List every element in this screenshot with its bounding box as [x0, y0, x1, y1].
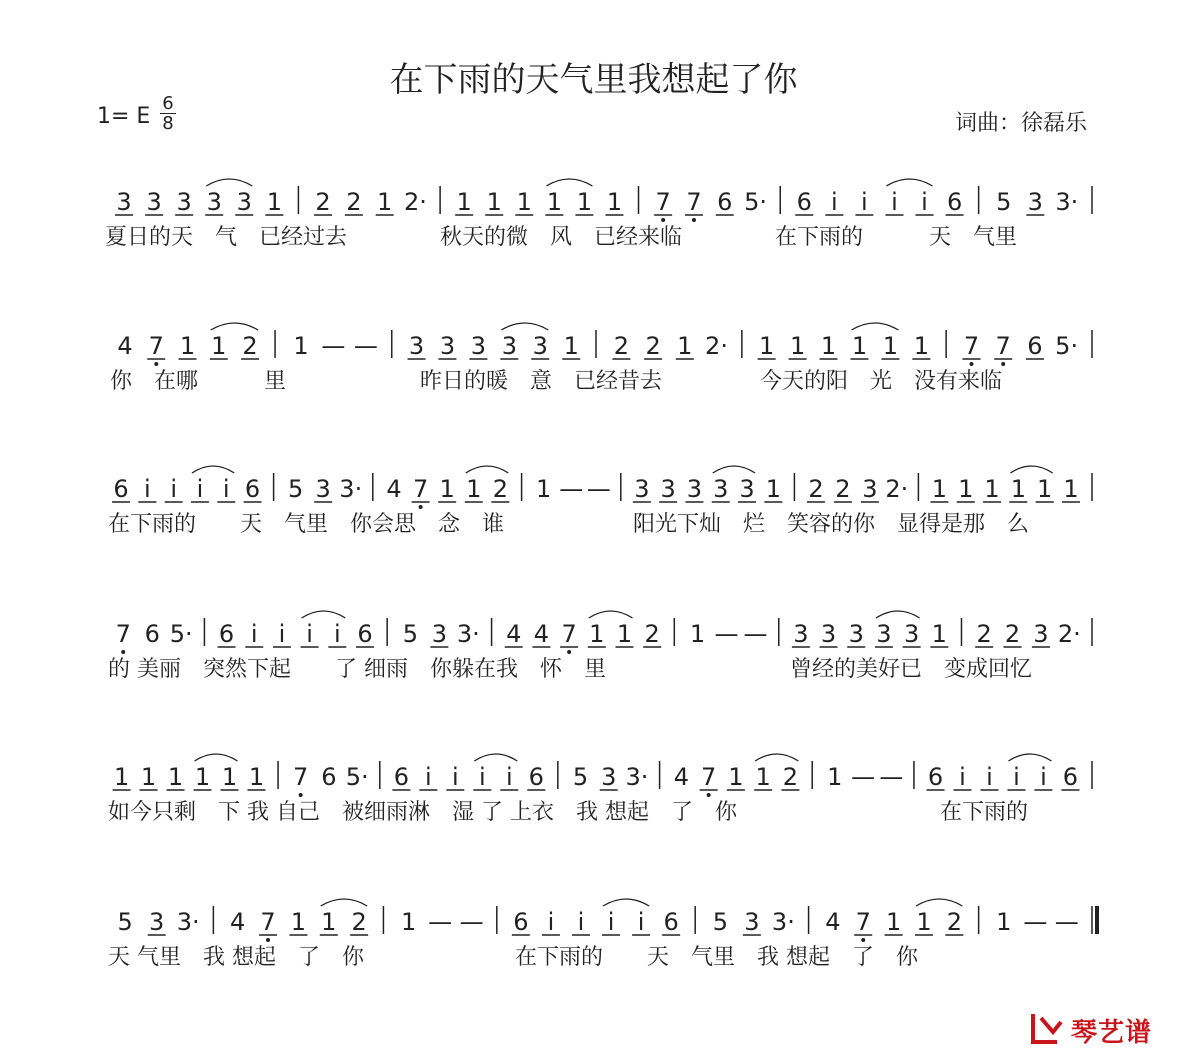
slur-arc — [916, 899, 962, 906]
note: 1 — [167, 763, 184, 791]
note: 3 — [439, 332, 456, 360]
note: 5 — [117, 908, 133, 936]
note: 2 — [492, 475, 508, 503]
note: 3 — [903, 620, 920, 648]
note: 4 — [673, 763, 690, 791]
note: 3· — [456, 620, 480, 648]
note: 3 — [793, 620, 809, 648]
note: 6 — [321, 763, 337, 791]
note: 5· — [1055, 332, 1079, 360]
note: — — [851, 763, 876, 791]
lyric-line: 天 气里 我 想起 了 你 — [108, 945, 364, 970]
note: 1 — [536, 475, 552, 503]
note: i — [607, 908, 615, 936]
note: 6 — [144, 620, 160, 648]
note: 3 — [149, 908, 165, 936]
note: i — [986, 763, 993, 791]
note: 1 — [1063, 475, 1079, 503]
note: 3 — [470, 332, 487, 360]
note: — — [428, 908, 453, 936]
note: i — [222, 475, 230, 503]
note: 3 — [876, 620, 892, 648]
note: 2 — [351, 908, 367, 936]
logo-text: 琴艺谱 — [1071, 1018, 1153, 1048]
lyric-line: 在下雨的 天 气里 你会思 念 谁 — [108, 512, 505, 537]
note: 6 — [393, 763, 410, 791]
note: 6 — [927, 763, 944, 791]
note: 1 — [456, 188, 472, 216]
note: 4 — [533, 620, 550, 648]
note: — — [586, 475, 611, 503]
note: 1 — [885, 908, 902, 936]
notation-row — [0, 600, 1187, 660]
note: 2 — [835, 475, 851, 503]
note: 3 — [408, 332, 425, 360]
note: i — [333, 620, 341, 648]
note: 3· — [339, 475, 363, 503]
note: i — [170, 475, 177, 503]
note: 3 — [176, 188, 192, 216]
note: 1 — [516, 188, 532, 216]
note: 3 — [501, 332, 517, 360]
note: 1 — [916, 908, 932, 936]
note: 1 — [563, 332, 579, 360]
note: 3 — [315, 475, 331, 503]
score-system — [0, 600, 1187, 720]
note: 2· — [885, 475, 909, 503]
note: 4 — [386, 475, 402, 503]
note: 1 — [321, 908, 337, 936]
note: 3 — [116, 188, 132, 216]
note: 3 — [634, 475, 650, 503]
note: 7 — [995, 332, 1011, 360]
slur-arc — [755, 754, 798, 761]
score-system — [0, 455, 1187, 575]
slur-arc — [713, 466, 755, 473]
note: 6 — [663, 908, 679, 936]
slur-arc — [546, 179, 592, 186]
note: 5 — [572, 763, 589, 791]
note: i — [425, 763, 432, 791]
note: i — [547, 908, 555, 936]
low-octave-dot — [692, 218, 696, 222]
note: 1 — [589, 620, 605, 648]
note: 3· — [1055, 188, 1079, 216]
lyric-line: 今天的阳 光 没有来临 — [760, 369, 1003, 394]
notation-row — [0, 455, 1187, 515]
note: 5 — [402, 620, 419, 648]
note: 1 — [546, 188, 562, 216]
note: 1 — [996, 908, 1012, 936]
note: 1 — [789, 332, 806, 360]
note: 5· — [744, 188, 768, 216]
note: 6 — [357, 620, 373, 648]
note: 6 — [717, 188, 733, 216]
lyric-line: 如今只剩 下 我 自己 被细雨淋 湿 了 上衣 我 想起 了 你 — [108, 800, 737, 825]
note: 1 — [765, 475, 781, 503]
note: 1 — [827, 763, 843, 791]
note: 1 — [194, 763, 211, 791]
note: 4 — [506, 620, 522, 648]
note: 1 — [576, 188, 593, 216]
slur-arc — [1010, 466, 1052, 473]
note: 1 — [266, 188, 282, 216]
slur-arc — [211, 323, 258, 330]
note: 4 — [230, 908, 246, 936]
notation-row — [0, 312, 1187, 372]
note: 3 — [532, 332, 548, 360]
note: 7 — [963, 332, 980, 360]
slur-arc — [466, 466, 509, 473]
note: 1 — [293, 332, 309, 360]
note: 2· — [404, 188, 427, 216]
slur-arc — [192, 466, 234, 473]
note: 7 — [855, 908, 871, 936]
note: i — [278, 620, 286, 648]
lyric-line: 你 在哪 里 — [110, 369, 287, 394]
note: — — [743, 620, 768, 648]
note: 4 — [825, 908, 841, 936]
note: 1 — [758, 332, 775, 360]
score-system — [0, 168, 1187, 288]
note: 2 — [1004, 620, 1021, 648]
note: 3 — [431, 620, 448, 648]
note: 1 — [486, 188, 502, 216]
note: 6 — [244, 475, 261, 503]
lyric-line: 在下雨的 天 气里 — [775, 225, 1018, 250]
slur-arc — [603, 899, 649, 906]
note: — — [879, 763, 904, 791]
note: 1 — [755, 763, 771, 791]
note: 2· — [705, 332, 728, 360]
composer-credit: 词曲：徐磊乐 — [954, 111, 1087, 136]
slur-arc — [302, 611, 346, 618]
note: 7 — [701, 763, 717, 791]
note: 1 — [113, 763, 130, 791]
note: 6 — [513, 908, 529, 936]
lyric-line: 夏日的天 气 已经过去 — [105, 225, 348, 250]
slur-arc — [1008, 754, 1051, 761]
note: — — [559, 475, 584, 503]
note: 3 — [236, 188, 252, 216]
note: 2 — [808, 475, 824, 503]
note: 1 — [248, 763, 265, 791]
note: i — [196, 475, 204, 503]
note: i — [861, 188, 868, 216]
note: i — [959, 763, 966, 791]
note: 6 — [796, 188, 812, 216]
note: — — [321, 332, 346, 360]
note: 1 — [221, 763, 238, 791]
note: 1 — [290, 908, 307, 936]
note: 7 — [561, 620, 577, 648]
note: i — [505, 763, 513, 791]
slur-arc — [195, 754, 238, 761]
note: 7 — [260, 908, 276, 936]
note: i — [306, 620, 313, 648]
note: 2 — [644, 620, 660, 648]
note: 1 — [851, 332, 868, 360]
note: 3 — [744, 908, 760, 936]
note: i — [1013, 763, 1020, 791]
score-system — [0, 888, 1187, 1008]
note: 1 — [616, 620, 633, 648]
note: 1 — [820, 332, 837, 360]
lyric-line: 昨日的暖 意 已经昔去 — [420, 369, 663, 394]
note: 1 — [913, 332, 930, 360]
lyric-line: 在下雨的 天 气里 我 想起 了 你 — [515, 945, 918, 970]
note: 7 — [412, 475, 429, 503]
site-logo — [1027, 1010, 1167, 1046]
note: i — [577, 908, 585, 936]
note: 2 — [782, 763, 799, 791]
key-signature: 1= E — [97, 104, 151, 129]
slur-arc — [321, 899, 367, 906]
note: 7 — [115, 620, 131, 648]
note: 3· — [176, 908, 200, 936]
note: 5 — [996, 188, 1012, 216]
note: 3 — [1027, 188, 1043, 216]
notation-row — [0, 888, 1187, 948]
logo-mark-icon — [1027, 1010, 1067, 1046]
notation-row — [0, 743, 1187, 803]
note: 3 — [848, 620, 864, 648]
note: 6 — [218, 620, 235, 648]
note: 3 — [820, 620, 837, 648]
note: 6 — [528, 763, 544, 791]
note: 1 — [931, 475, 948, 503]
note: 1 — [439, 475, 455, 503]
slur-arc — [501, 323, 548, 330]
note: i — [921, 188, 928, 216]
note: 3 — [713, 475, 729, 503]
note: — — [353, 332, 378, 360]
note: 2 — [613, 332, 630, 360]
note: 1 — [958, 475, 974, 503]
note: 1 — [984, 475, 1000, 503]
note: — — [1054, 908, 1079, 936]
note: 7 — [148, 332, 164, 360]
note: 1 — [1010, 475, 1026, 503]
lyric-line: 秋天的微 风 已经来临 — [440, 225, 683, 250]
note: 6 — [113, 475, 129, 503]
note: 1 — [400, 908, 417, 936]
note: 2 — [946, 908, 962, 936]
note: 7 — [293, 763, 309, 791]
note: 5· — [345, 763, 369, 791]
note: 5 — [288, 475, 304, 503]
slur-arc — [851, 323, 898, 330]
time-signature — [160, 94, 176, 133]
note: 4 — [117, 332, 133, 360]
note: 2 — [315, 188, 331, 216]
note: i — [478, 763, 486, 791]
note: 1 — [211, 332, 227, 360]
lyric-line: 在下雨的 — [940, 800, 1029, 825]
note: — — [459, 908, 484, 936]
note: — — [714, 620, 739, 648]
note: 6 — [1027, 332, 1043, 360]
score-system — [0, 312, 1187, 432]
lyric-line: 阳光下灿 烂 笑容的你 显得是那 么 — [633, 512, 1030, 537]
note: 1 — [689, 620, 706, 648]
note: 1 — [606, 188, 623, 216]
note: 3 — [601, 763, 617, 791]
note: 6 — [946, 188, 963, 216]
slur-arc — [886, 179, 932, 186]
note: 1 — [140, 763, 157, 791]
note: 1 — [377, 188, 393, 216]
note: 1 — [931, 620, 947, 648]
notation-row — [0, 168, 1187, 228]
note: 1 — [466, 475, 482, 503]
note: 3 — [739, 475, 755, 503]
note: i — [637, 908, 645, 936]
note: 2 — [645, 332, 661, 360]
slur-arc — [474, 754, 517, 761]
score-system — [0, 743, 1187, 863]
lyric-line: 曾经的美好已 变成回忆 — [790, 657, 1033, 682]
note: i — [144, 475, 151, 503]
note: 1 — [882, 332, 899, 360]
note: 7 — [655, 188, 671, 216]
song-title: 在下雨的天气里我想起了你 — [389, 60, 798, 100]
meter-top: 6 — [162, 93, 174, 114]
note: 2 — [242, 332, 258, 360]
note: 3 — [206, 188, 222, 216]
note: 1 — [728, 763, 744, 791]
note: 3 — [686, 475, 703, 503]
note: 3 — [862, 475, 878, 503]
note: 3 — [1033, 620, 1049, 648]
note: 3 — [660, 475, 676, 503]
slur-arc — [876, 611, 920, 618]
note: — — [1023, 908, 1048, 936]
note: 6 — [1062, 763, 1079, 791]
meter-bottom: 8 — [162, 113, 174, 134]
note: i — [891, 188, 898, 216]
note: 5 — [712, 908, 729, 936]
note: 7 — [686, 188, 702, 216]
note: 1 — [1037, 475, 1053, 503]
note: i — [250, 620, 258, 648]
note: 1 — [179, 332, 196, 360]
note: 3· — [771, 908, 795, 936]
note: 2· — [1057, 620, 1081, 648]
slur-arc — [589, 611, 633, 618]
note: i — [1040, 763, 1047, 791]
note: 3 — [146, 188, 162, 216]
note: 5· — [169, 620, 193, 648]
note: i — [831, 188, 838, 216]
slur-arc — [206, 179, 252, 186]
note: 1 — [677, 332, 693, 360]
note: 3· — [625, 763, 649, 791]
note: i — [451, 763, 459, 791]
note: 2 — [976, 620, 992, 648]
lyric-line: 的 美丽 突然下起 了 细雨 你躲在我 怀 里 — [108, 657, 606, 682]
note: 2 — [346, 188, 362, 216]
